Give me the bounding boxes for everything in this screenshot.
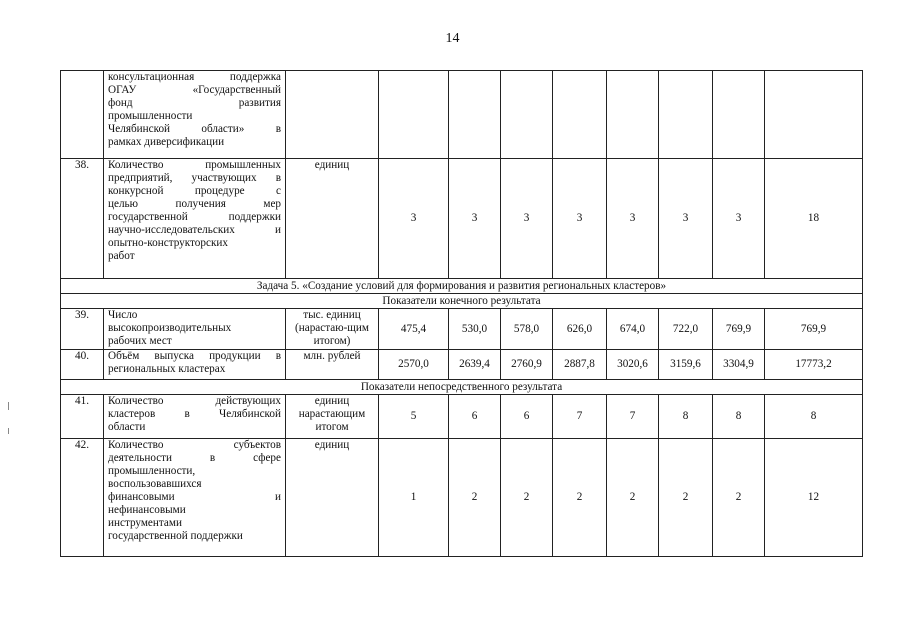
word: предприятий, [108,172,173,184]
indicator-name [104,309,286,350]
section-title: Задача 5. «Создание условий для формирования и развития региональных кластеров» [61,279,863,294]
word: государственной [108,211,188,223]
year-value-cell: 3020,6 [607,350,659,380]
total-value-cell: 18 [765,159,863,279]
year-value-cell: 2760,9 [501,350,553,380]
section-title: Показатели непосредственного результата [61,380,863,395]
year-value-cell: 769,9 [713,309,765,350]
unit-cell: тыс. единиц (нарастаю-щим итогом) [286,309,379,350]
indicator-name-line [108,439,281,452]
year-value-cell: 722,0 [659,309,713,350]
indicator-name-line: региональных кластерах [108,363,226,375]
indicator-name-line: государственной поддержки [108,530,243,542]
section-header-row [61,294,863,309]
total-value-cell: 769,9 [765,309,863,350]
word: целью [108,198,138,210]
indicator-name [104,439,286,557]
indicator-name-line [108,84,281,97]
year-value-cell: 8 [659,395,713,439]
word: действующих [215,395,281,407]
word: участвующих [191,172,257,184]
year-value-cell: 3 [659,159,713,279]
indicator-name-line: нефинансовыми [108,504,186,516]
indicator-name-line: инструментами [108,517,182,529]
word: финансовыми [108,491,175,503]
row-number: 42. [61,439,104,557]
table-row [61,350,863,380]
indicator-name-line [108,408,281,421]
year-value-cell: 674,0 [607,309,659,350]
word: Объём [108,350,140,362]
indicator-name [104,71,286,159]
word: и [275,491,281,503]
word: сфере [253,452,281,464]
word: в [275,123,281,135]
unit-cell: единиц [286,159,379,279]
word: промышленных [205,159,281,171]
year-value-cell: 2 [501,439,553,557]
word: консультационная [108,71,195,83]
indicator-name-line: промышленности, [108,465,196,477]
word: поддержки [228,211,281,223]
year-value-cell: 2570,0 [379,350,449,380]
year-value-cell: 2639,4 [449,350,501,380]
year-value-cell [659,71,713,159]
indicator-name-line: рамках диверсификации [108,136,225,148]
year-value-cell: 475,4 [379,309,449,350]
indicator-name [104,350,286,380]
unit-cell: млн. рублей [286,350,379,380]
word: Челябинской [218,408,281,420]
table-row [61,395,863,439]
word: субъектов [233,439,281,451]
year-value-cell [379,71,449,159]
unit-cell [286,71,379,159]
margin-mark [8,402,9,410]
word: ОГАУ [108,84,137,96]
table-row [61,71,863,159]
year-value-cell: 2 [713,439,765,557]
word: Челябинской [108,123,171,135]
row-number [61,71,104,159]
year-value-cell: 2 [607,439,659,557]
year-value-cell [607,71,659,159]
total-value-cell: 12 [765,439,863,557]
word: фонд [108,97,133,109]
indicator-name-line: опытно-конструкторских [108,237,228,249]
indicator-name-line: промышленности [108,110,193,122]
unit-cell: единиц [286,439,379,557]
indicator-name-line [108,211,281,224]
indicator-name [104,159,286,279]
word: «Государственный [192,84,281,96]
year-value-cell: 626,0 [553,309,607,350]
year-value-cell: 3159,6 [659,350,713,380]
year-value-cell: 7 [607,395,659,439]
word: в [209,452,216,464]
word: в [275,172,281,184]
indicator-name-line: Число [108,309,138,321]
word: в [184,408,190,420]
word: Количество [108,439,164,451]
year-value-cell: 2 [449,439,501,557]
section-header-row [61,380,863,395]
year-value-cell: 8 [713,395,765,439]
indicator-name-line [108,172,281,185]
margin-mark [8,428,9,434]
page-number: 14 [445,31,460,46]
indicator-name-line [108,159,281,172]
indicator-name-line [108,224,281,237]
word: продукции [209,350,261,362]
word: поддержка [229,71,281,83]
table-row [61,439,863,557]
year-value-cell [553,71,607,159]
word: мер [263,198,281,210]
word: в [275,350,281,362]
word: научно-исследовательских [108,224,235,236]
indicator-name-line [108,452,281,465]
year-value-cell [449,71,501,159]
word: Количество [108,395,164,407]
row-number: 41. [61,395,104,439]
year-value-cell: 3 [553,159,607,279]
word: выпуска [154,350,194,362]
year-value-cell: 3 [501,159,553,279]
indicator-name-line [108,491,281,504]
table-row [61,309,863,350]
indicator-name-line [108,198,281,211]
word: кластеров [108,408,156,420]
row-number: 39. [61,309,104,350]
word: развития [238,97,281,109]
year-value-cell: 3 [713,159,765,279]
indicator-name-line [108,123,281,136]
indicator-name-line [108,71,281,84]
year-value-cell: 3 [379,159,449,279]
year-value-cell: 3 [607,159,659,279]
year-value-cell: 530,0 [449,309,501,350]
indicator-name-line: высокопроизводительных [108,322,232,334]
table-row [61,159,863,279]
word: области» [201,123,245,135]
year-value-cell [713,71,765,159]
word: Количество [108,159,164,171]
year-value-cell: 5 [379,395,449,439]
word: конкурсной [108,185,164,197]
year-value-cell: 6 [449,395,501,439]
row-number: 40. [61,350,104,380]
indicator-name [104,395,286,439]
indicator-name-line [108,97,281,110]
year-value-cell: 2 [553,439,607,557]
word: с [276,185,281,197]
year-value-cell: 2887,8 [553,350,607,380]
year-value-cell: 3304,9 [713,350,765,380]
section-header-row [61,279,863,294]
year-value-cell: 578,0 [501,309,553,350]
word: процедуре [194,185,245,197]
unit-cell: единиц нарастающим итогом [286,395,379,439]
indicators-table [60,70,863,557]
indicator-name-line: рабочих мест [108,335,172,347]
year-value-cell: 2 [659,439,713,557]
year-value-cell: 6 [501,395,553,439]
year-value-cell: 1 [379,439,449,557]
year-value-cell: 3 [449,159,501,279]
year-value-cell [501,71,553,159]
total-value-cell [765,71,863,159]
indicator-name-line [108,350,281,363]
total-value-cell: 17773,2 [765,350,863,380]
indicator-name-line [108,185,281,198]
word: деятельности [108,452,173,464]
indicator-name-line: работ [108,250,135,262]
indicator-name-line: воспользовавшихся [108,478,202,490]
year-value-cell: 7 [553,395,607,439]
total-value-cell: 8 [765,395,863,439]
section-title: Показатели конечного результата [61,294,863,309]
word: и [275,224,281,236]
word: получения [175,198,226,210]
indicator-name-line: области [108,421,146,433]
row-number: 38. [61,159,104,279]
indicator-name-line [108,395,281,408]
